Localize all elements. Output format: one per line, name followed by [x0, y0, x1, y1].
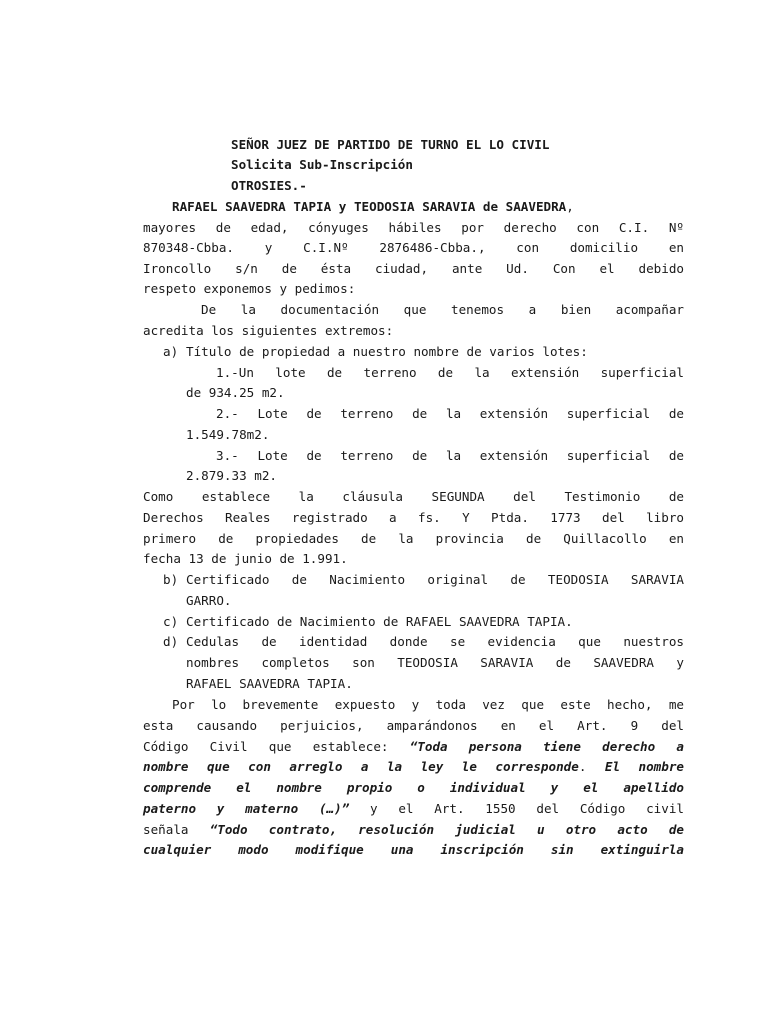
intro-parties: RAFAEL SAAVEDRA TAPIA y TEODOSIA SARAVIA de SAAVEDRA, [172, 199, 574, 214]
item-b-line: Certificado de Nacimiento original de TEODOSIA SARAVIA [186, 572, 684, 587]
closing-quote: “Toda persona tiene derecho a [409, 739, 684, 754]
closing-text: Código Civil que establece: [143, 739, 410, 754]
closing-text: señala [143, 822, 210, 837]
heading-court: SEÑOR JUEZ DE PARTIDO DE TURNO EL LO CIVIL [231, 137, 550, 152]
clause-line: primero de propiedades de la provincia de Quillacollo en [143, 531, 684, 546]
heading-otrosies: OTROSIES.- [231, 178, 307, 193]
closing-line [143, 757, 684, 777]
item-marker-d: d) [163, 634, 179, 649]
closing-text: . [578, 759, 605, 774]
item-marker-b: b) [163, 572, 179, 587]
closing-line: esta causando perjuicios, amparándonos en el Art. 9 del [143, 718, 684, 733]
docs-intro-line: De la documentación que tenemos a bien acompañar [201, 302, 684, 317]
closing-quote: nombre que con arreglo a la ley le corresponde [143, 759, 579, 774]
parties-names: RAFAEL SAAVEDRA TAPIA y TEODOSIA SARAVIA de SAAVEDRA [172, 199, 567, 214]
item-d-line: nombres completos son TEODOSIA SARAVIA de SAAVEDRA y [186, 655, 684, 670]
item-d-line: RAFAEL SAAVEDRA TAPIA. [186, 676, 353, 691]
closing-line [143, 737, 684, 757]
lot-line: 2.- Lote de terreno de la extensión superficial de [216, 406, 684, 421]
closing-line [143, 820, 684, 840]
item-marker-c: c) [163, 614, 179, 629]
closing-text: y el Art. 1550 del Código civil [349, 801, 684, 816]
lot-line: 1.-Un lote de terreno de la extensión superficial [216, 365, 684, 380]
lot-line: 1.549.78m2. [186, 427, 270, 442]
closing-line [143, 799, 684, 819]
closing-quote: paterno y materno (…)” [143, 801, 350, 816]
intro-line: mayores de edad, cónyuges hábiles por derecho con C.I. Nº [143, 220, 684, 235]
clause-line: Como establece la cláusula SEGUNDA del Testimonio de [143, 489, 684, 504]
item-a-text: Título de propiedad a nuestro nombre de varios lotes: [186, 344, 588, 359]
closing-quote: El nombre [604, 759, 684, 774]
item-c-line: Certificado de Nacimiento de RAFAEL SAAVEDRA TAPIA. [186, 614, 573, 629]
closing-line: comprende el nombre propio o individual y el apellido [143, 780, 684, 795]
closing-line: Por lo brevemente expuesto y toda vez que este hecho, me [172, 697, 684, 712]
closing-line: cualquier modo modifique una inscripción sin extinguirla [143, 842, 684, 857]
lot-line: 2.879.33 m2. [186, 468, 277, 483]
item-b-line: GARRO. [186, 593, 232, 608]
lot-line: 3.- Lote de terreno de la extensión superficial de [216, 448, 684, 463]
item-d-line: Cedulas de identidad donde se evidencia que nuestros [186, 634, 684, 649]
intro-line: Ironcollo s/n de ésta ciudad, ante Ud. Con el debido [143, 261, 684, 276]
intro-line: respeto exponemos y pedimos: [143, 281, 356, 296]
docs-intro-line: acredita los siguientes extremos: [143, 323, 394, 338]
heading-subject: Solicita Sub-Inscripción [231, 157, 413, 172]
item-marker-a: a) [163, 344, 179, 359]
closing-quote: “Todo contrato, resolución judicial u otro acto de [209, 822, 685, 837]
intro-line: 870348-Cbba. y C.I.Nº 2876486-Cbba., con domicilio en [143, 240, 684, 255]
lot-line: de 934.25 m2. [186, 385, 285, 400]
clause-line: Derechos Reales registrado a fs. Y Ptda. 1773 del libro [143, 510, 684, 525]
clause-line: fecha 13 de junio de 1.991. [143, 551, 348, 566]
